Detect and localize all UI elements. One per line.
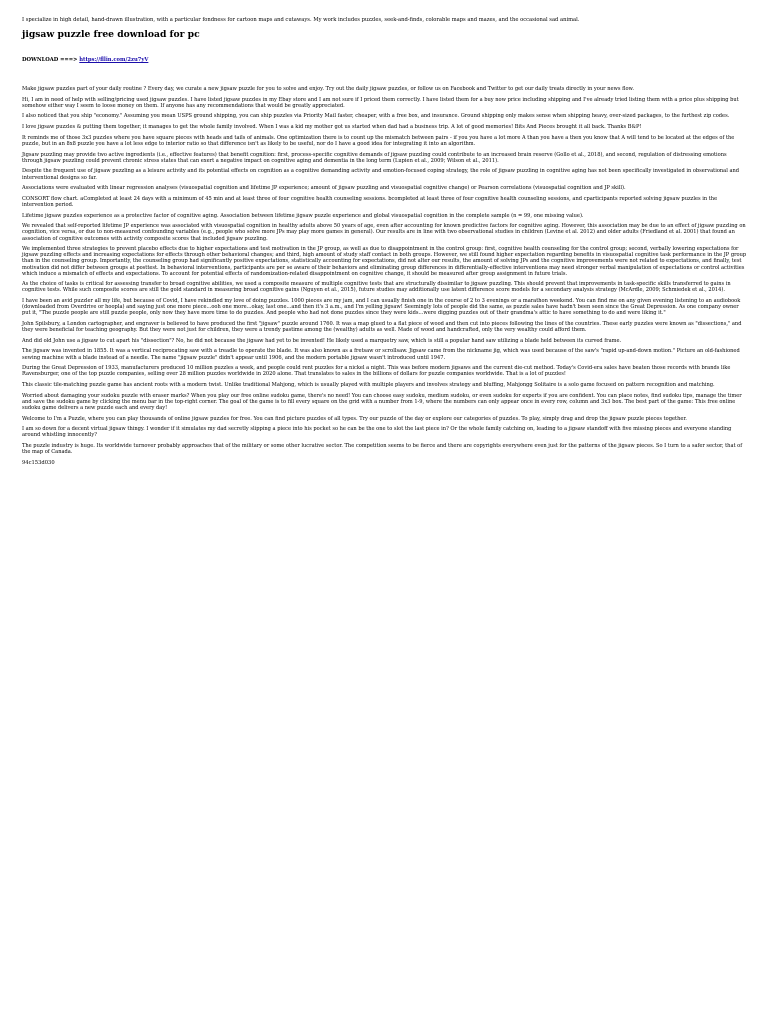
paragraph: Despite the frequent use of jigsaw puzzling as a leisure activity and its potential effects on cognition as a cognitive demanding activity and emotion-focused coping strategy, the role of jigsaw puzzling in cognitive aging has not been specifically investigated in observational and interventional designs so far. [22, 168, 740, 181]
paragraph: As the choice of tasks is critical for assessing transfer to broad cognitive abilities, we used a composite measure of multiple cognitive tests that are structurally dissimilar to jigsaw puzzling. This should prevent that improvements in task-specific skills transferred to gains in cognitive tests. While such composite scores are still the gold standard in measuring broad cognitive gains (Nguyen et al., 2015), future studies may additionally use latent difference score models for a secondary analysis strategy (McArdle, 2009; Schmiedek et al., 2014). [22, 281, 731, 294]
paragraph: I am so down for a decent virtual jigsaw thingy. I wonder if it simulates my dad secretly slipping a piece into his pocket so he can be the one to slot the last piece in? Or the whole family catching on, leading to a jigsaw standoff with five missing pieces and everyone standing around whistling innocently? [22, 426, 732, 439]
download-line [22, 57, 748, 64]
paragraph: I have been an avid puzzler all my life, but because of Covid, I have rekindled my love of doing puzzles. 1000 pieces are my jam, and I can usually finish one in the course of 2 to 3 evenings or a marathon weekend. You can find me on any given evening listening to an audiobook (downloaded from Overdrive or hoopla) and saying just one more piece...ooh one more...okay, last one...and then it's 3 a.m., and I'm yelling jigsaw! Seemingly lots of people did the same, as puzzle sales have hadn't been seen since the Great Depression. As one company owner put it, "The puzzle people are still puzzle people, only now they have more time to do puzzles. And people who had not done puzzles since they were kids...were digging puzzles out of their grandma's attic to have something to do and were liking it." [22, 298, 741, 317]
footer-code: 94c153d030 [22, 459, 55, 466]
paragraph: We implemented three strategies to prevent placebo effects due to higher expectations and test motivation in the JP group, as well as due to disappointment in the control group: first, cognitive health counseling for the control group; second, verbally lowering expectations for jigsaw puzzling effects and increasing expectations for effects through other behavioral changes; and third, high amount of study staff contact in both groups. However, we still found higher expectation regarding benefits in visuospatial cognitive task performance in the JP group than in the counseling group. Importantly, the counseling group had significantly positive expectations, statistically accounting for expectations, did not alter our results, the amount of solving JPs and the cognitive improvements were not related to expectations, and finally, test motivation did not differ between groups at posttest. In behavioral interventions, participants are per se aware of their behaviors and eliminating group differences in differentially-effective interventions may need stronger verbal manipulation of expectations or control activities which induce a mismatch of effects and expectations. To account for potential effects of randomization-related disappointment on cognitive change, it should be measured after group assignment in future trials. [22, 246, 747, 277]
paragraph: Welcome to I'm a Puzzle, where you can play thousands of online jigsaw puzzles for free. You can find picture puzzles of all types. Try our puzzle of the day or explore our categories of puzzles. To play, simply drag and drop the jigsaw puzzle pieces together. [22, 415, 687, 422]
paragraph: And did old John use a jigsaw to cut apart his "dissection"? No, he did not because the jigsaw had yet to be invented! He likely used a marquetry saw, which is still a popular hand saw utilizing a blade held between its curved frame. [22, 337, 622, 344]
paragraph: John Spilsbury, a London cartographer, and engraver is believed to have produced the first "jigsaw" puzzle around 1760. It was a map glued to a flat piece of wood and then cut into pieces following the lines of the countries. These early puzzles were known as "dissections," and they were beneficial for teaching geography. But they were not just for children, they were a trendy pastime among the (wealthy) adults as well. Made of wood and handcrafted, only the very wealthy could afford them. [22, 320, 742, 334]
paragraph: This classic tile-matching puzzle game has ancient roots with a modern twist. Unlike traditional Mahjong, which is usually played with multiple players and involves strategy and bluffing, Mahjongg Solitaire is a solo game focused on pattern recognition and matching. [22, 381, 715, 388]
paragraph: Lifetime jigsaw puzzles experience as a protective factor of cognitive aging. Association between lifetime jigsaw puzzle experience and global visuospatial cognition in the complete sample (n = 99, one missing value). [22, 212, 584, 219]
page-title: jigsaw puzzle free download for pc [22, 29, 200, 40]
article-page [0, 0, 770, 467]
paragraph: Make jigsaw puzzles part of your daily routine ? Every day, we curate a new jigsaw puzzle for you to solve and enjoy. Try out the daily jigsaw puzzles, or follow us on Facebook and Twitter to get our daily treats directly in your news flow. [22, 86, 634, 92]
paragraph: The jigsaw was invented in 1855. It was a vertical reciprocating saw with a treadle to operate the blade. It was also known as a fretsaw or scrollsaw. Jigsaw came from the nickname jig, which was used because of the saw's "rapid up-and-down motion." Picture an old-fashioned sewing machine with a blade instead of a needle. The name "jigsaw puzzle" didn't appear until 1906, and the modern portable jigsaw wasn't introduced until 1947. [22, 348, 740, 361]
paragraph: I love jigsaw puzzles & putting them together, it manages to get the whole family involved. When I was a kid my mother got us started when dad had a business trip. A lot of good memories! Bits And Pieces brought it all back. Thanks B&P! [22, 124, 642, 131]
download-prefix: DOWNLOAD ===> [22, 57, 80, 63]
paragraph: Associations were evaluated with linear regression analyses (visuospatial cognition and lifetime JP experience; amount of jigsaw puzzling and visuospatial cognitive change) or Pearson correlations (visuospatial cognition and JP skill). [22, 185, 626, 192]
paragraph: Worried about damaging your sudoku puzzle with eraser marks? When you play our free online sudoku game, there's no need! You can choose easy sudoku, medium sudoku, or even sudoku for experts if you are confident. You can place notes, find sudoku tips, manage the timer and save the sudoku game by clicking the menu bar in the top-right corner. The goal of the game is to fill every square on the grid with a number from 1-9, where the numbers can only appear once in every row, column and 3x3 box. The best part of the game: This free online sudoku game delivers a new puzzle each and every day! [22, 392, 742, 411]
author-bio: I specialize in high detail, hand-drawn illustration, with a particular fondness for cartoon maps and cutaways. My work includes puzzles, seek-and-finds, colorable maps and mazes, and the occasional sad animal. [22, 17, 580, 23]
paragraph: The puzzle industry is huge. Its worldwide turnover probably approaches that of the military or some other lucrative sector. The competition seems to be fierce and there are copyrights everywhere even just for the patterns of the jigsaw pieces. So I turn to a safer sector, that of the map of Canada. [22, 443, 743, 456]
paragraph: We revealed that self-reported lifetime JP experience was associated with visuospatial cognition in healthy adults above 50 years of age, even after accounting for known predictive factors for cognitive aging. However, this association may be due to an effect of jigsaw puzzling on cognition, vice versa, or due to non-measured confounding variables (e.g., people who solve more JPs may play more games in general). Our results are in line with two observational studies in children (Levine et al. 2012) and older adults (Friedland et al. 2001) that found an association of cognitive outcomes with activity composite scores that included jigsaw puzzling. [22, 223, 746, 242]
article-body [22, 86, 748, 455]
paragraph: I also noticed that you ship "economy." Assuming you mean USPS ground shipping, you can ship puzzles via Priority Mail faster, cheaper, with a free box, and insurance. Ground shipping only makes sense when shipping heavy, over-sized packages, to the furthest zip codes. [22, 113, 730, 120]
download-link[interactable]: https://fllin.com/2zu7yV [79, 57, 149, 63]
paragraph: Hi, I am in need of help with selling/pricing used jigsaw puzzles. I have listed jigsaw puzzles in my Ebay store and I am not sure if I priced them correctly. I have listed them for a buy now price including shipping and I've already tried listing them with a price plus shipping but somehow either way I seem to loose money on them. If anyone has any recommendations that would be greatly appreciated. [22, 96, 739, 109]
paragraph: It reminds me of those 3x3 puzzles where you have square pieces with heads and tails of animals. One optimization there is to count up the mismatch between pairs - if you you have a lot more A than you have a then you know that A will tend to be located at the edges of the puzzle, but in an 8x8 puzzle you have a lot less edge to interior ratio so that difference isn't as likely to be useful, nor do I have a good idea for integrating it into an algorithm. [22, 134, 735, 147]
paragraph: CONSORT flow chart. aCompleted at least 24 days with a minimum of 45 min and at least three of four cognitive health counseling sessions. bcompleted at least three of four cognitive health counseling sessions, and cparticipants reported solving jigsaw puzzles in the intervention period. [22, 195, 718, 208]
paragraph: Jigsaw puzzling may provide two active ingredients (i.e., effective features) that benefit cognition: first, process-specific cognitive demands of jigsaw puzzling could contribute to an increased brain reserve (Gollo et al., 2018), and second, regulation of distressing emotions through jigsaw puzzling could prevent chronic stress states that can exert a negative impact on cognitive aging and dementia in the long term (Lupien et al., 2009; Wilson et al., 2011). [22, 151, 727, 164]
paragraph: During the Great Depression of 1933, manufacturers produced 10 million puzzles a week, and people could rent puzzles for a nickel a night. This was before modern jigsaws and the current die-cut method. Today's Covid-era sales have beaten those records with brands like Ravensburger, one of the top puzzle companies, selling over 28 million puzzles worldwide in 2020 alone. That translates to sales in the billions of dollars for puzzle companies worldwide. That is a lot of puzzles! [22, 365, 731, 378]
